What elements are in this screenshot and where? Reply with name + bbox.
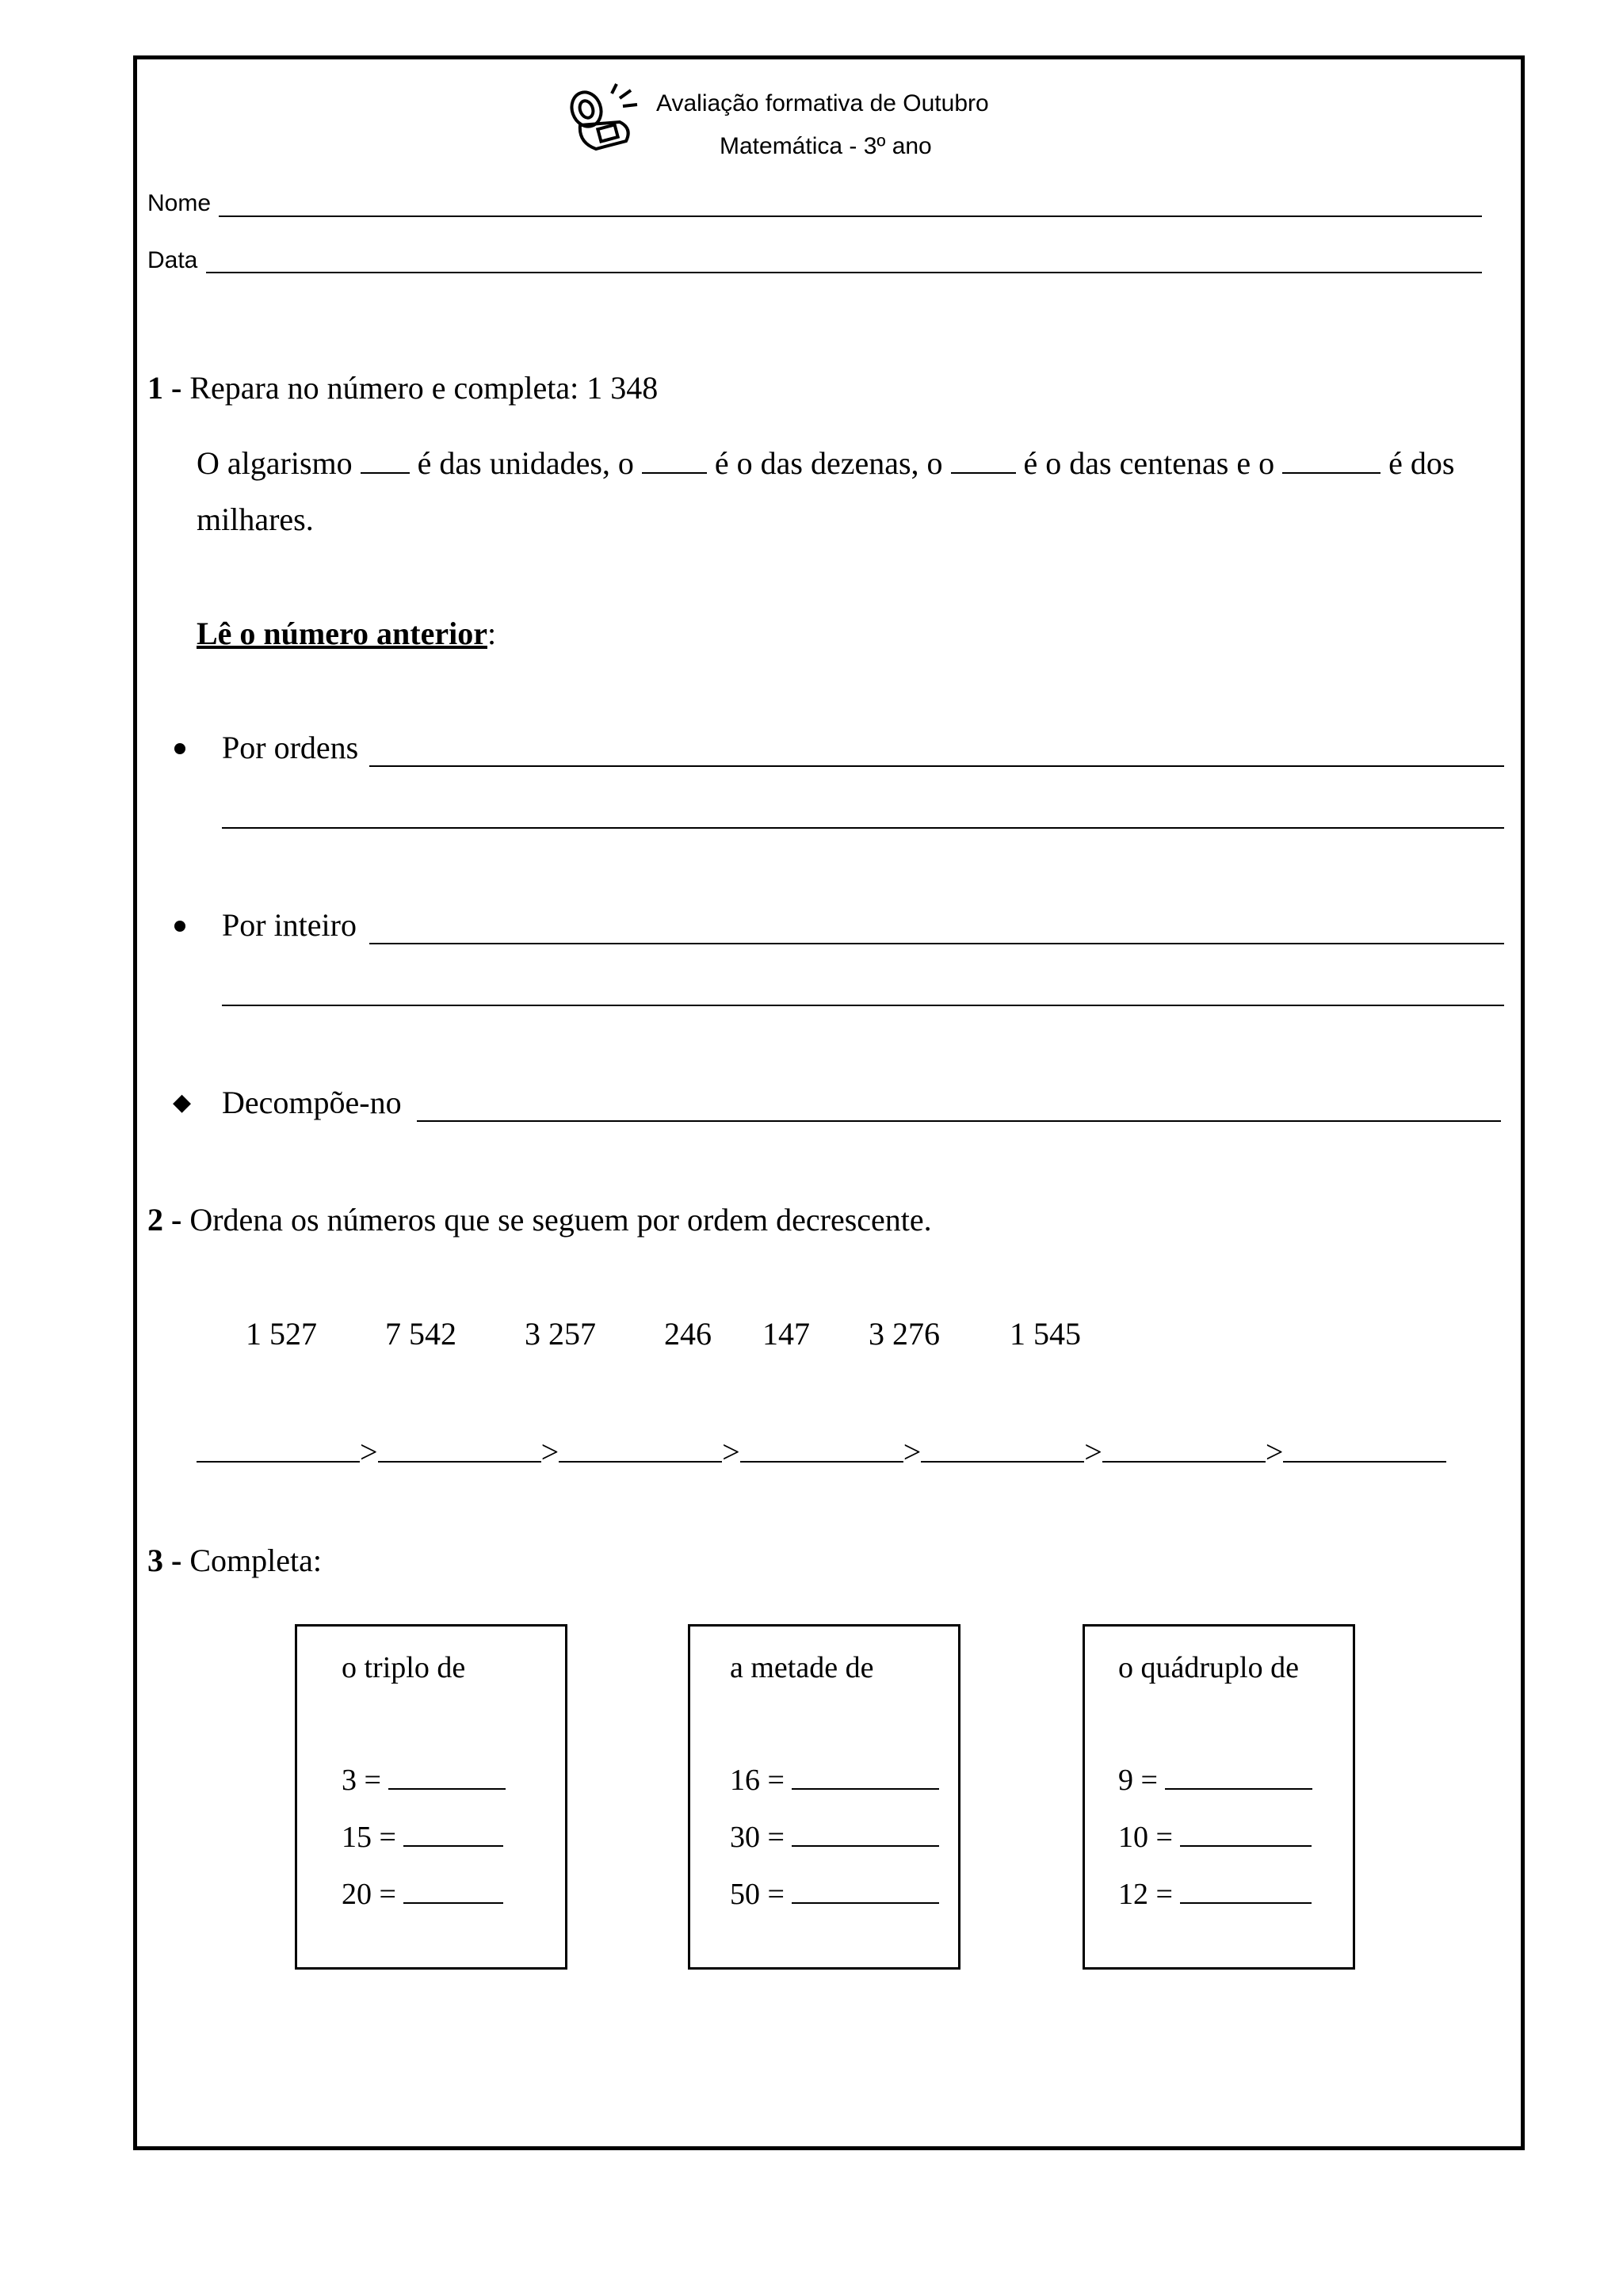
bullet-icon <box>174 743 185 754</box>
bullet-icon <box>174 921 185 932</box>
by-orders-line-1[interactable] <box>369 765 1504 767</box>
decompose-line[interactable] <box>417 1120 1501 1122</box>
quadruple-box <box>1083 1624 1355 1970</box>
q1-sentence: O algarismo é das unidades, o é o das dezenas, o é o das centenas e o é dos <box>197 445 1455 481</box>
q3-number: 3 - <box>147 1543 182 1578</box>
triple-box-title: o triplo de <box>342 1651 466 1684</box>
half-item-2: 30 = <box>730 1820 939 1855</box>
q2-number-2: 7 542 <box>385 1316 456 1352</box>
answer-blank[interactable] <box>1180 1878 1312 1904</box>
assessment-title: Avaliação formativa de Outubro <box>656 90 989 116</box>
half-item-3: 50 = <box>730 1877 939 1912</box>
quadruple-item-2: 10 = <box>1118 1820 1312 1855</box>
answer-blank[interactable] <box>792 1821 939 1847</box>
answer-blank[interactable] <box>792 1764 939 1790</box>
q2-number: 2 - <box>147 1202 182 1238</box>
order-answer-row: > > > > > > <box>197 1432 1446 1470</box>
quadruple-box-title: o quádruplo de <box>1118 1651 1299 1684</box>
q2-number-4: 246 <box>664 1316 712 1352</box>
decompose-label: Decompõe-no <box>222 1085 402 1120</box>
order-blank[interactable] <box>1283 1432 1446 1463</box>
order-blank[interactable] <box>921 1432 1084 1463</box>
answer-blank[interactable] <box>792 1878 939 1904</box>
triple-item-3: 20 = <box>342 1877 503 1912</box>
by-orders-label: Por ordens <box>222 730 359 765</box>
name-label: Nome <box>147 190 212 216</box>
thousands-blank[interactable] <box>1282 444 1381 474</box>
order-blank[interactable] <box>740 1432 903 1463</box>
q2-number-1: 1 527 <box>246 1316 317 1352</box>
order-blank[interactable] <box>197 1432 360 1463</box>
q2-prompt: Ordena os números que se seguem por ordem decrescente. <box>189 1202 932 1238</box>
answer-blank[interactable] <box>403 1821 503 1847</box>
order-blank[interactable] <box>1102 1432 1266 1463</box>
diamond-bullet-icon: ◆ <box>173 1089 192 1116</box>
by-whole-line-2[interactable] <box>222 1005 1504 1006</box>
q2-number-3: 3 257 <box>525 1316 596 1352</box>
q1-prompt: Repara no número e completa: 1 348 <box>189 370 659 406</box>
order-blank[interactable] <box>559 1432 722 1463</box>
units-blank[interactable] <box>361 444 410 474</box>
q1-number: 1 - <box>147 370 182 406</box>
tens-blank[interactable] <box>642 444 707 474</box>
q3-prompt: Completa: <box>189 1543 322 1578</box>
hundreds-blank[interactable] <box>951 444 1016 474</box>
assessment-subtitle: Matemática - 3º ano <box>720 133 932 159</box>
triple-item-2: 15 = <box>342 1820 503 1855</box>
quadruple-item-1: 9 = <box>1118 1763 1312 1798</box>
read-heading: Lê o número anterior: <box>197 616 497 651</box>
date-field[interactable] <box>206 272 1482 273</box>
half-box <box>688 1624 960 1970</box>
triple-box <box>295 1624 567 1970</box>
by-whole-label: Por inteiro <box>222 907 357 943</box>
answer-blank[interactable] <box>388 1764 506 1790</box>
half-item-1: 16 = <box>730 1763 939 1798</box>
q3-heading <box>147 1542 322 1579</box>
q2-number-6: 3 276 <box>869 1316 940 1352</box>
name-field[interactable] <box>219 215 1482 217</box>
answer-blank[interactable] <box>403 1878 503 1904</box>
q2-number-7: 1 545 <box>1010 1316 1081 1352</box>
by-whole-line-1[interactable] <box>369 943 1504 944</box>
answer-blank[interactable] <box>1165 1764 1312 1790</box>
by-orders-line-2[interactable] <box>222 827 1504 829</box>
half-box-title: a metade de <box>730 1651 874 1684</box>
q2-number-5: 147 <box>762 1316 810 1352</box>
q1-sentence-end: milhares. <box>197 502 314 537</box>
answer-blank[interactable] <box>1180 1821 1312 1847</box>
triple-item-1: 3 = <box>342 1763 506 1798</box>
q2-heading <box>147 1201 932 1238</box>
date-label: Data <box>147 247 198 273</box>
q1-heading <box>147 369 658 406</box>
order-blank[interactable] <box>378 1432 541 1463</box>
phone-doodle-icon <box>564 79 643 158</box>
quadruple-item-3: 12 = <box>1118 1877 1312 1912</box>
